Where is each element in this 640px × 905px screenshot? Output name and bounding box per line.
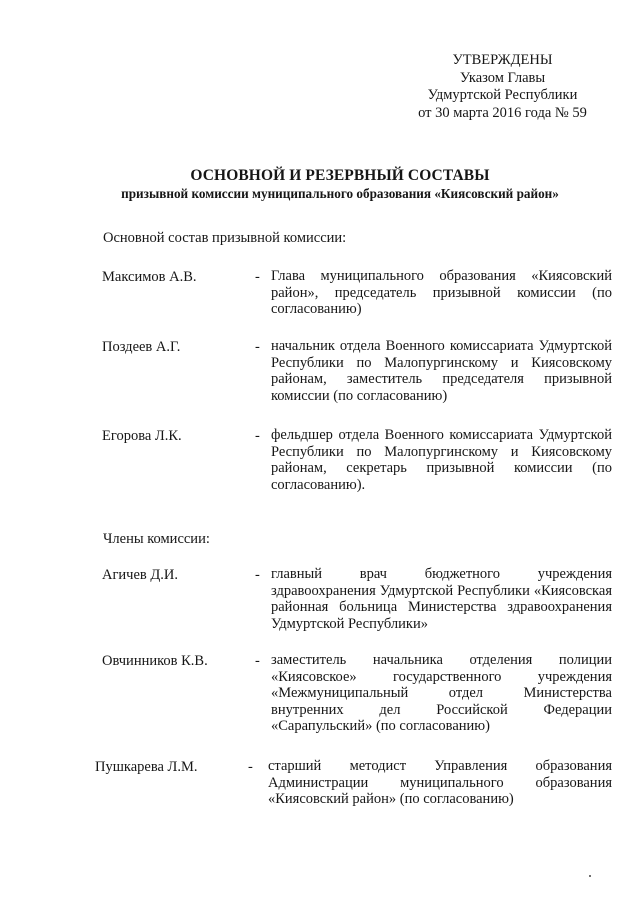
member-role: Глава муниципального образования «Киясовский район», председатель призывной комиссии (по согласованию) bbox=[271, 268, 612, 317]
member-name: Егорова Л.К. bbox=[102, 428, 182, 444]
approval-line-3: Удмуртской Республики bbox=[427, 87, 578, 103]
member-name: Агичев Д.И. bbox=[102, 567, 178, 583]
member-dash: - bbox=[255, 269, 260, 285]
document-title bbox=[40, 167, 640, 202]
member-name: Овчинников К.В. bbox=[102, 653, 208, 669]
member-role: старший методист Управления образования Администрации муниципального образования «Киясовский район» (по согласованию) bbox=[268, 758, 612, 807]
approval-stamp bbox=[395, 52, 610, 122]
member-role: заместитель начальника отделения полиции «Киясовское» государственного учреждения «Межмуниципальный отдел Министерства внутренних дел Российской Федерации «Сарапульский» (по согласованию) bbox=[271, 652, 612, 734]
member-name: Максимов А.В. bbox=[102, 269, 197, 285]
member-dash: - bbox=[255, 339, 260, 355]
approval-line-1: УТВЕРЖДЕНЫ bbox=[452, 52, 553, 68]
title-main: ОСНОВНОЙ И РЕЗЕРВНЫЙ СОСТАВЫ bbox=[190, 167, 490, 184]
members-section-heading: Члены комиссии: bbox=[103, 531, 210, 547]
member-role: главный врач бюджетного учреждения здравоохранения Удмуртской Республики «Киясовская районная больница Министерства здравоохранения Удмуртской Республики» bbox=[271, 566, 612, 632]
title-subtitle: призывной комиссии муниципального образования «Киясовский район» bbox=[121, 186, 559, 201]
main-section-heading: Основной состав призывной комиссии: bbox=[103, 230, 347, 246]
member-name: Пушкарева Л.М. bbox=[95, 759, 198, 775]
member-dash: - bbox=[248, 759, 253, 775]
member-dash: - bbox=[255, 653, 260, 669]
approval-line-2: Указом Главы bbox=[459, 69, 546, 86]
approval-line-4: от 30 марта 2016 года № 59 bbox=[418, 104, 587, 121]
member-role: начальник отдела Военного комиссариата Удмуртской Республики по Малопургинскому и Киясовскому районам, заместитель председателя призывной комиссии (по согласованию) bbox=[271, 338, 612, 404]
scan-speck bbox=[589, 875, 591, 877]
member-name: Поздеев А.Г. bbox=[102, 339, 181, 355]
member-dash: - bbox=[255, 428, 260, 444]
member-dash: - bbox=[255, 567, 260, 583]
member-role: фельдшер отдела Военного комиссариата Удмуртской Республики по Малопургинскому и Киясовскому районам, секретарь призывной комиссии (по согласованию). bbox=[271, 427, 612, 493]
